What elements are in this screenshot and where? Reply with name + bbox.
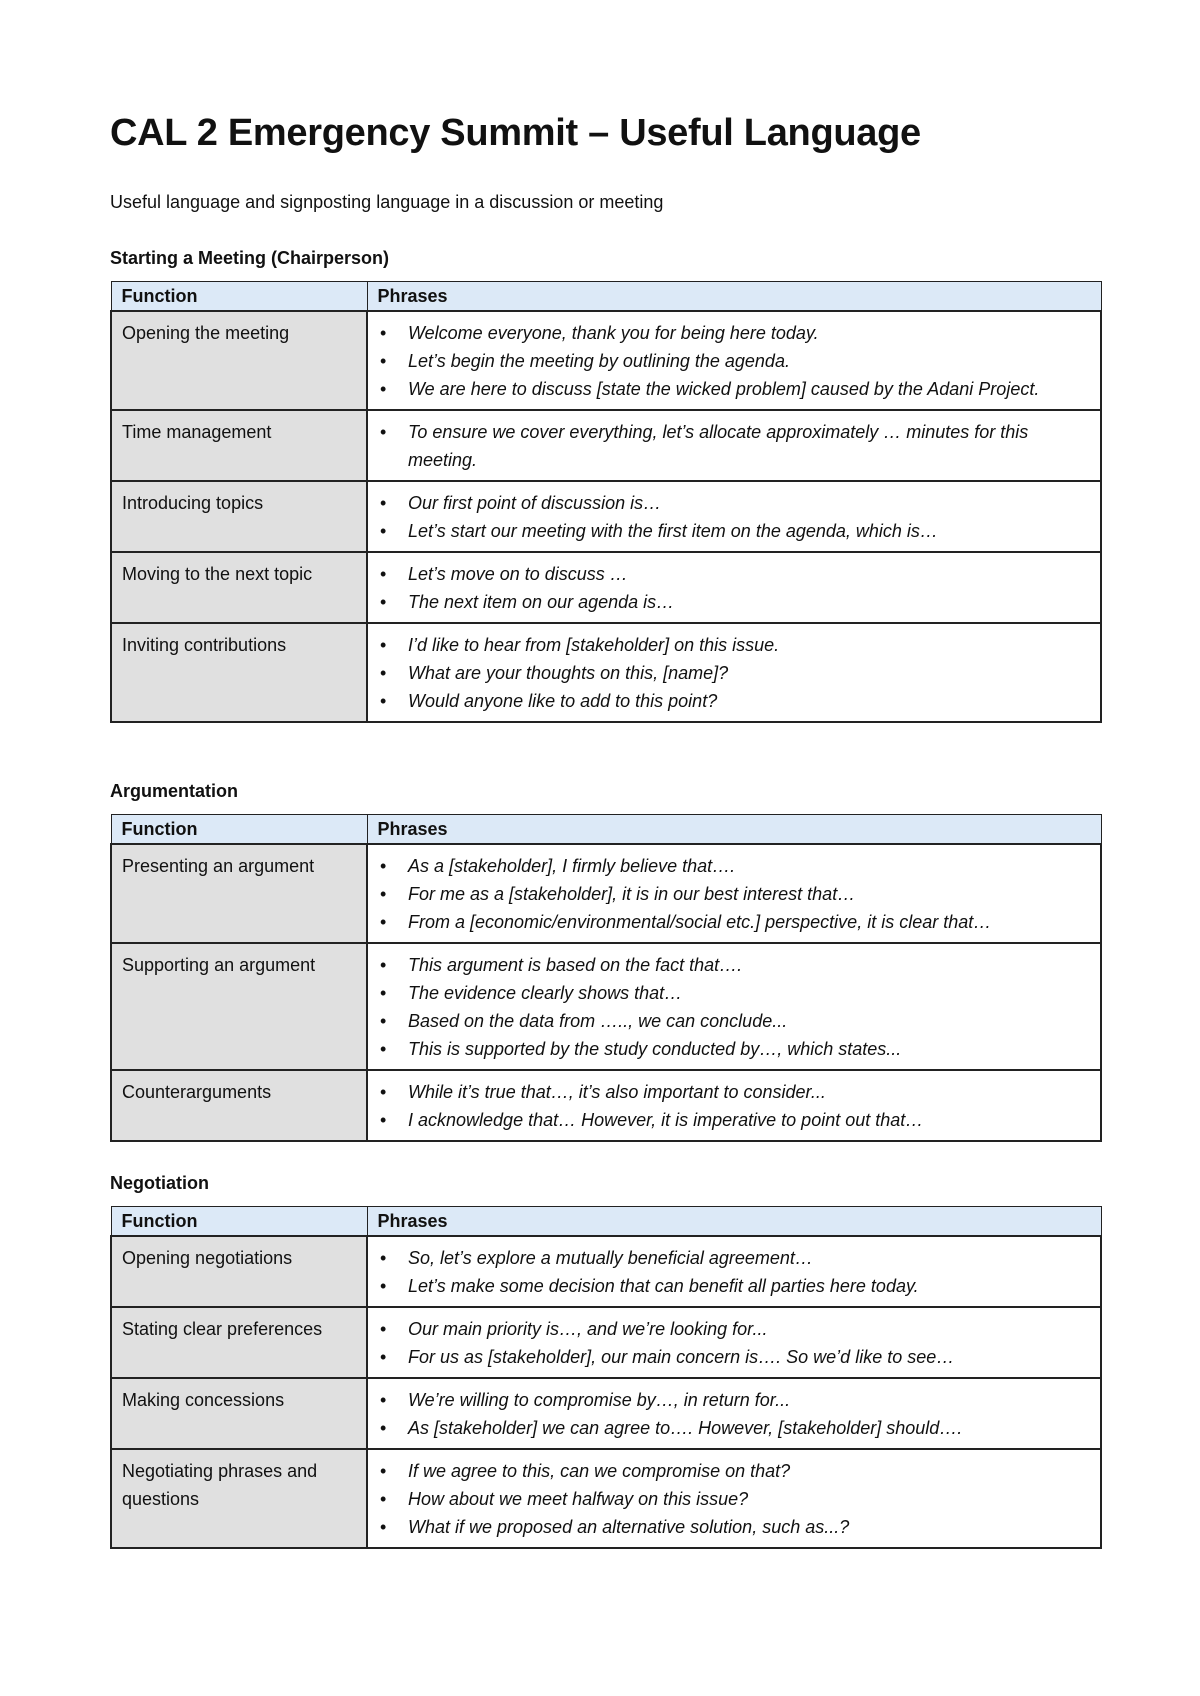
column-header-phrases: Phrases [367,1207,1101,1237]
phrase-item: • From a [economic/environmental/social etc.] perspective, it is clear that… [408,908,1090,936]
phrases-cell [367,623,1101,722]
table-row [111,481,1101,552]
column-header-function: Function [111,282,367,312]
phrase-list [378,560,1090,616]
phrase-list [378,418,1090,474]
section-heading: Argumentation [110,781,238,801]
phrase-item: • Let’s start our meeting with the first item on the agenda, which is… [408,517,1090,545]
table-row [111,1236,1101,1307]
section-argumentation [110,779,1100,1142]
function-cell: Opening negotiations [111,1236,367,1307]
phrase-item: • This is supported by the study conducted by…, which states... [408,1035,1090,1063]
phrase-item: • For me as a [stakeholder], it is in our best interest that… [408,880,1090,908]
table-row [111,410,1101,481]
phrase-item: • While it’s true that…, it’s also important to consider... [408,1078,1090,1106]
function-cell: Making concessions [111,1378,367,1449]
phrase-list [378,489,1090,545]
phrase-item: • This argument is based on the fact that…. [408,951,1090,979]
section-heading: Negotiation [110,1173,209,1193]
phrase-item: • We’re willing to compromise by…, in return for... [408,1386,1090,1414]
function-cell: Inviting contributions [111,623,367,722]
phrase-item: • Let’s move on to discuss … [408,560,1090,588]
column-header-function: Function [111,1207,367,1237]
phrase-item: • Let’s make some decision that can benefit all parties here today. [408,1272,1090,1300]
table-row [111,1378,1101,1449]
table-row [111,943,1101,1070]
function-cell: Counterarguments [111,1070,367,1141]
table-header-row [111,1207,1101,1237]
section-heading: Starting a Meeting (Chairperson) [110,248,390,268]
phrase-item: • As [stakeholder] we can agree to…. However, [stakeholder] should…. [408,1414,1090,1442]
phrase-list [378,951,1090,1063]
phrases-cell [367,844,1101,943]
section-negotiation [110,1171,1100,1549]
phrase-item: • The evidence clearly shows that… [408,979,1090,1007]
phrases-cell [367,943,1101,1070]
phrase-list [378,852,1090,936]
table-header-row [111,282,1101,312]
column-header-phrases: Phrases [367,282,1101,312]
phrase-item: • What are your thoughts on this, [name]? [408,659,1090,687]
phrases-cell [367,1236,1101,1307]
phrases-cell [367,1307,1101,1378]
function-cell: Stating clear preferences [111,1307,367,1378]
function-cell: Introducing topics [111,481,367,552]
phrase-list [378,631,1090,715]
phrase-item: • The next item on our agenda is… [408,588,1090,616]
column-header-function: Function [111,815,367,845]
phrase-list [378,1078,1090,1134]
phrase-item: • So, let’s explore a mutually beneficial agreement… [408,1244,1090,1272]
table-header-row [111,815,1101,845]
phrase-item: • How about we meet halfway on this issue? [408,1485,1090,1513]
table-row [111,844,1101,943]
phrases-cell [367,481,1101,552]
page-subtitle: Useful language and signposting language in a discussion or meeting [110,192,664,212]
page-title: CAL 2 Emergency Summit – Useful Language [110,112,921,154]
function-cell: Moving to the next topic [111,552,367,623]
phrases-cell [367,552,1101,623]
phrase-item: • As a [stakeholder], I firmly believe that…. [408,852,1090,880]
phrases-table [110,281,1102,723]
phrases-table [110,814,1102,1142]
function-cell: Negotiating phrases and questions [111,1449,367,1548]
phrase-list [378,319,1090,403]
function-cell: Supporting an argument [111,943,367,1070]
function-cell: Opening the meeting [111,311,367,410]
phrase-list [378,1315,1090,1371]
table-row [111,552,1101,623]
phrases-cell [367,1070,1101,1141]
phrase-list [378,1386,1090,1442]
phrase-item: • I acknowledge that… However, it is imperative to point out that… [408,1106,1090,1134]
phrase-item: • To ensure we cover everything, let’s allocate approximately … minutes for this meeting. [408,418,1090,474]
phrase-item: • If we agree to this, can we compromise on that? [408,1457,1090,1485]
phrase-list [378,1244,1090,1300]
table-row [111,1307,1101,1378]
table-row [111,1449,1101,1548]
phrases-table [110,1206,1102,1549]
phrase-item: • Let’s begin the meeting by outlining the agenda. [408,347,1090,375]
section-starting-meeting [110,246,1100,723]
phrase-item: • What if we proposed an alternative solution, such as...? [408,1513,1090,1541]
phrases-cell [367,1449,1101,1548]
function-cell: Time management [111,410,367,481]
phrase-item: • Would anyone like to add to this point? [408,687,1090,715]
table-row [111,623,1101,722]
phrase-item: • For us as [stakeholder], our main concern is…. So we’d like to see… [408,1343,1090,1371]
function-cell: Presenting an argument [111,844,367,943]
phrase-item: • Our first point of discussion is… [408,489,1090,517]
phrase-item: • We are here to discuss [state the wicked problem] caused by the Adani Project. [408,375,1090,403]
phrase-item: • I’d like to hear from [stakeholder] on this issue. [408,631,1090,659]
phrases-cell [367,311,1101,410]
phrases-cell [367,1378,1101,1449]
phrase-item: • Our main priority is…, and we’re looking for... [408,1315,1090,1343]
phrase-list [378,1457,1090,1541]
phrase-item: • Based on the data from ….., we can conclude... [408,1007,1090,1035]
column-header-phrases: Phrases [367,815,1101,845]
table-row [111,311,1101,410]
phrases-cell [367,410,1101,481]
phrase-item: • Welcome everyone, thank you for being here today. [408,319,1090,347]
table-row [111,1070,1101,1141]
